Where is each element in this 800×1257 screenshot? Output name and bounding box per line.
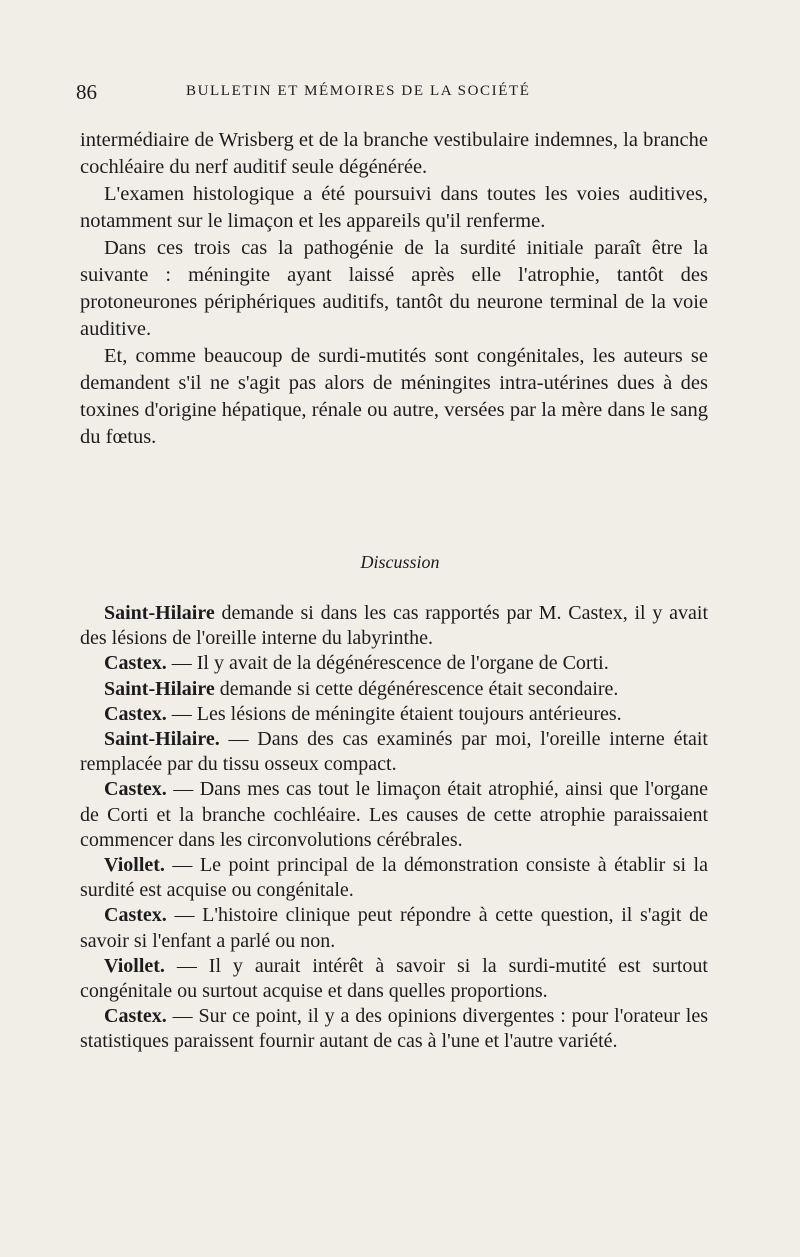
running-head: BULLETIN ET MÉMOIRES DE LA SOCIÉTÉ: [186, 83, 531, 99]
speaker-text: demande si dans les cas rapportés par M. Castex, il y avait des lésions de l'oreille interne du labyrinthe.: [80, 602, 708, 650]
speaker-text: — Dans mes cas tout le limaçon était atrophié, ainsi que l'organe de Corti et la branche cochléaire. Les causes de cette atrophie paraissaient commencer dans les circonvolutions cérébrales.: [80, 778, 708, 851]
speaker-name: Viollet.: [104, 854, 165, 877]
speaker-name: Castex.: [104, 702, 167, 725]
speaker-text: — Le point principal de la démonstration consiste à établir si la surdité est acquise ou congénitale.: [80, 854, 708, 902]
page-number: 86: [76, 80, 97, 104]
discussion: [80, 601, 708, 1055]
discussion-entry: [80, 1004, 708, 1054]
discussion-entry: [80, 777, 708, 853]
paragraph: L'examen histologique a été poursuivi dans toutes les voies auditives, notamment sur le limaçon et les appareils qu'il renferme.: [80, 183, 708, 232]
speaker-name: Viollet.: [104, 954, 165, 977]
discussion-entry: [80, 651, 708, 676]
speaker-name: Saint-Hilaire: [104, 677, 215, 700]
body-text: [80, 127, 708, 451]
speaker-text: — Il y aurait intérêt à savoir si la surdi-mutité est surtout congénitale ou surtout acquise et dans quelles proportions.: [80, 954, 708, 1003]
paragraph: intermédiaire de Wrisberg et de la branche vestibulaire indemnes, la branche cochléaire du nerf auditif seule dégénérée.: [80, 129, 708, 178]
discussion-entry: [80, 954, 708, 1004]
speaker-name: Saint-Hilaire.: [104, 728, 220, 751]
speaker-text: — Dans des cas examinés par moi, l'oreille interne était remplacée par du tissu osseux compact.: [80, 728, 708, 776]
discussion-entry: [80, 903, 708, 953]
speaker-text: — L'histoire clinique peut répondre à cette question, il s'agit de savoir si l'enfant a parlé ou non.: [80, 904, 708, 952]
discussion-heading: Discussion: [360, 552, 440, 572]
speaker-text: — Il y avait de la dégénérescence de l'organe de Corti.: [166, 652, 609, 675]
speaker-name: Castex.: [104, 904, 167, 927]
speaker-text: demande si cette dégénérescence était secondaire.: [214, 677, 619, 700]
page-header: [76, 80, 710, 110]
speaker-name: Castex.: [104, 778, 167, 801]
speaker-name: Saint-Hilaire: [104, 602, 215, 624]
speaker-name: Castex.: [104, 1005, 167, 1028]
discussion-entry: [80, 677, 708, 702]
discussion-entry: [80, 727, 708, 777]
discussion-entry: [80, 601, 708, 651]
speaker-name: Castex.: [104, 652, 167, 675]
speaker-text: — Sur ce point, il y a des opinions divergentes : pour l'orateur les statistiques paraissent fournir autant de cas à l'une et l'autre variété.: [80, 1005, 708, 1053]
discussion-entry: [80, 702, 708, 727]
discussion-entry: [80, 853, 708, 903]
speaker-text: — Les lésions de méningite étaient toujours antérieures.: [166, 702, 622, 725]
paragraph: Et, comme beaucoup de surdi-mutités sont congénitales, les auteurs se demandent s'il ne s'agit pas alors de méningites intra-utérines dues à des toxines d'origine hépatique, rénale ou autre, versées par la mère dans le sang du fœtus.: [80, 345, 708, 448]
paragraph: Dans ces trois cas la pathogénie de la surdité initiale paraît être la suivante : méningite ayant laissé après elle l'atrophie, tantôt des protoneurones périphériques auditifs, tantôt du neurone terminal de la voie auditive.: [80, 237, 708, 340]
